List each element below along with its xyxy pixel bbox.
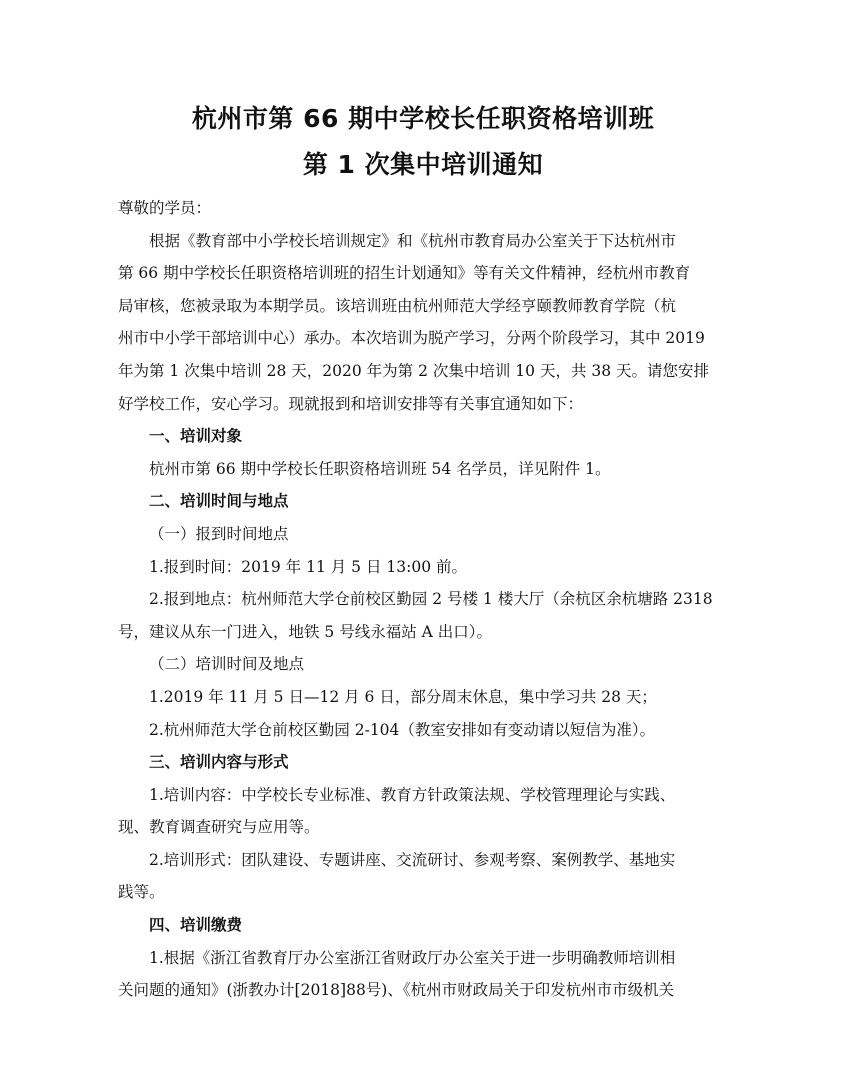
section4-item-1-line: 关问题的通知》(浙教办计[2018]88号)、《杭州市财政局关于印发杭州市市级机关 — [118, 981, 675, 1000]
section-heading-3: 三、培训内容与形式 — [149, 753, 289, 772]
intro-paragraph — [118, 225, 728, 421]
section2-item-1: 1.报到时间：2019 年 11 月 5 日 13:00 前。 — [149, 557, 467, 576]
intro-line: 根据《教育部中小学校长培训规定》和《杭州市教育局办公室关于下达杭州市 — [149, 231, 677, 250]
section-heading-2: 二、培训时间与地点 — [149, 492, 289, 511]
intro-line: 第 66 期中学校长任职资格培训班的招生计划通知》等有关文件精神，经杭州市教育 — [118, 264, 691, 283]
section-heading-1: 一、培训对象 — [149, 427, 243, 446]
intro-line: 年为第 1 次集中培训 28 天，2020 年为第 2 次集中培训 10 天，共 38 天。请您安排 — [118, 361, 710, 380]
section2-subheading-2: （二）培训时间及地点 — [149, 655, 305, 674]
document-page — [118, 96, 728, 1007]
section4-item-1-line: 1.根据《浙江省教育厅办公室浙江省财政厅办公室关于进一步明确教师培训相 — [149, 948, 676, 967]
section3-item-1 — [118, 779, 728, 844]
intro-line: 局审核，您被录取为本期学员。该培训班由杭州师范大学经亨颐教师教育学院（杭 — [118, 296, 677, 315]
section2-subheading-1: （一）报到时间地点 — [149, 524, 289, 543]
section3-item-2-line: 2.培训形式：团队建设、专题讲座、交流研讨、参观考察、案例教学、基地实 — [149, 850, 676, 869]
salutation: 尊敬的学员： — [118, 199, 212, 217]
intro-line: 州市中小学干部培训中心）承办。本次培训为脱产学习，分两个阶段学习，其中 2019 — [118, 329, 705, 348]
section2-item-2-line: 号，建议从东一门进入，地铁 5 号线永福站 A 出口）。 — [118, 622, 493, 641]
section3-item-1-line: 1.培训内容：中学校长专业标准、教育方针政策法规、学校管理理论与实践、 — [149, 785, 676, 804]
document-title-line1: 杭州市第 66 期中学校长任职资格培训班 — [191, 104, 655, 133]
section2-item-2 — [118, 583, 728, 648]
section3-item-2-line: 践等。 — [118, 883, 165, 902]
section2-item-2-line: 2.报到地点：杭州师范大学仓前校区勤园 2 号楼 1 楼大厅（余杭区余杭塘路 2318 — [149, 590, 713, 609]
section2-item-3: 1.2019 年 11 月 5 日—12 月 6 日，部分周末休息，集中学习共 28 天； — [149, 687, 657, 706]
section-heading-4: 四、培训缴费 — [149, 916, 243, 935]
section4-item-1 — [118, 942, 728, 1007]
intro-line: 好学校工作，安心学习。现就报到和培训安排等有关事宜通知如下： — [118, 394, 584, 413]
section3-item-1-line: 现、教育调查研究与应用等。 — [118, 818, 320, 837]
section1-text: 杭州市第 66 期中学校长任职资格培训班 54 名学员，详见附件 1。 — [149, 459, 611, 478]
section3-item-2 — [118, 844, 728, 909]
section2-item-4: 2.杭州师范大学仓前校区勤园 2-104（教室安排如有变动请以短信为准）。 — [149, 720, 656, 739]
document-title-line2: 第 1 次集中培训通知 — [302, 150, 544, 179]
